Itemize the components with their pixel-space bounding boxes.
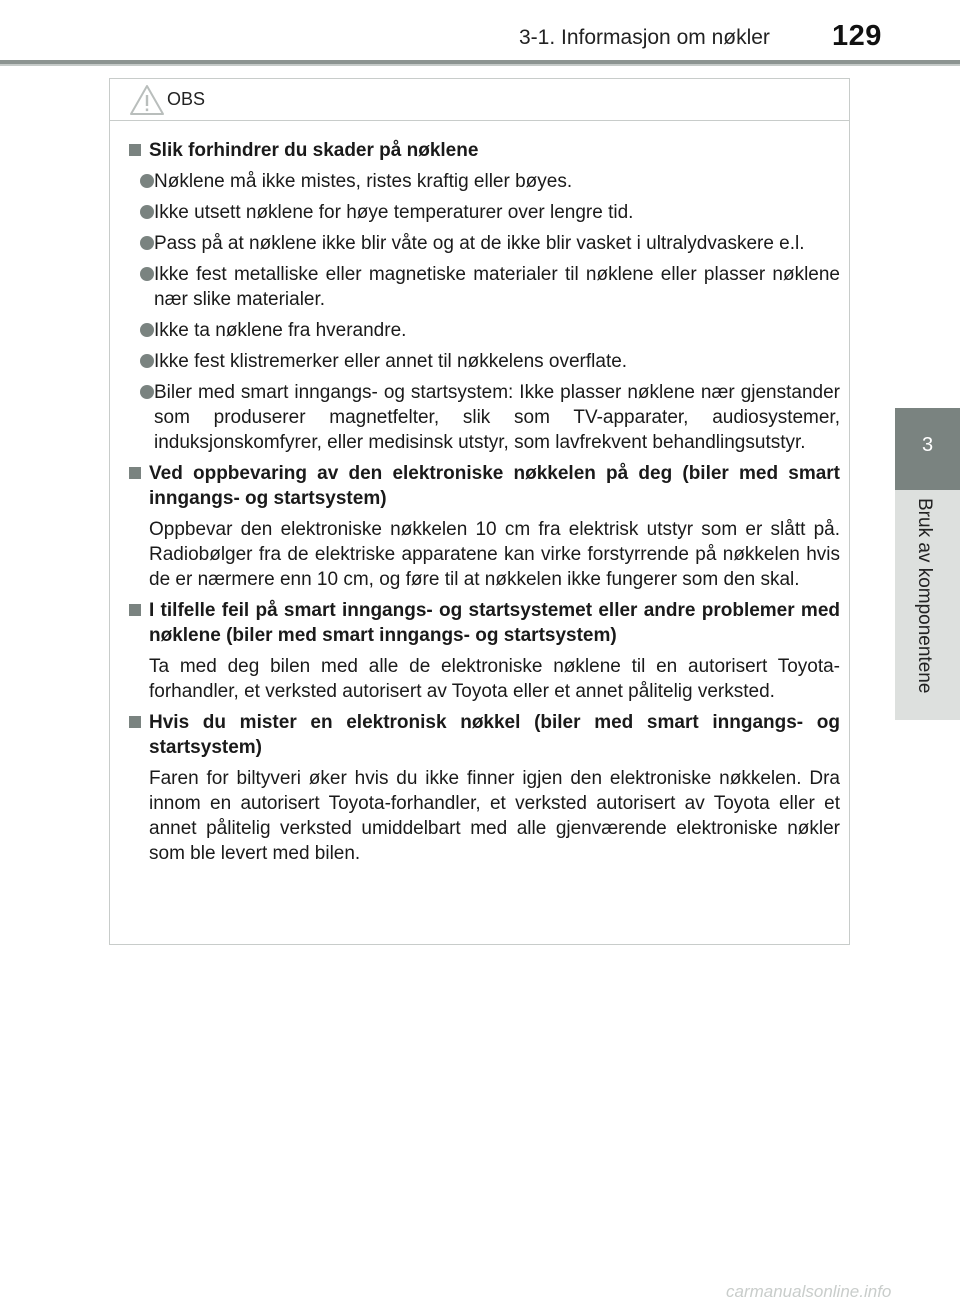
page-header — [0, 0, 960, 70]
chapter-tab — [895, 408, 960, 490]
caution-header — [110, 79, 849, 121]
circle-bullet-icon — [140, 323, 154, 337]
section-text: Oppbevar den elektroniske nøkkelen 10 cm fra elektrisk utstyr som er slått på. Radiobølger fra de elektriske apparatene kan virke forstyrrende på nøkkelen hvis de er nærmere enn 10 cm, og føre til at nøkkelen ikke fungerer som den skal. — [149, 519, 840, 590]
list-item: Nøklene må ikke mistes, ristes kraftig eller bøyes. — [127, 169, 840, 194]
list-item: Biler med smart inngangs- og startsystem: Ikke plasser nøklene nær gjenstander som produserer magnetfelter, slik som TV-apparater, audiosystemer, induksjonskomfyrer, eller medisinsk utstyr, som lavfrekvent behandlingsutstyr. — [127, 380, 840, 455]
caution-label: OBS — [167, 89, 206, 109]
list-item: Ikke fest klistremerker eller annet til nøkkelens overflate. — [127, 349, 840, 374]
circle-bullet-icon — [140, 174, 154, 188]
header-rule-shadow — [0, 64, 960, 66]
chapter-title: Bruk av komponentene — [914, 498, 935, 694]
list-item: Pass på at nøklene ikke blir våte og at de ikke blir vasket i ultralydvaskere e.l. — [127, 231, 840, 256]
circle-bullet-icon — [140, 205, 154, 219]
circle-bullet-icon — [140, 236, 154, 250]
circle-bullet-icon — [140, 267, 154, 281]
list-item: Ikke fest metalliske eller magnetiske materialer til nøklene eller plasser nøklene nær slike materialer. — [127, 262, 840, 312]
circle-bullet-icon — [140, 385, 154, 399]
square-bullet-icon — [129, 604, 141, 616]
section-title: 3-1. Informasjon om nøkler — [519, 26, 770, 49]
section-heading: Hvis du mister en elektronisk nøkkel (biler med smart inngangs- og startsystem) — [127, 710, 840, 760]
chapter-strip — [895, 490, 960, 720]
warning-icon — [129, 84, 165, 116]
caution-box — [109, 78, 850, 945]
section-text: Ta med deg bilen med alle de elektroniske nøklene til en autorisert Toyota-forhandler, et verksted autorisert av Toyota eller et annet pålitelig verksted. — [149, 656, 840, 702]
circle-bullet-icon — [140, 354, 154, 368]
caution-body — [110, 121, 849, 866]
list-item: Ikke utsett nøklene for høye temperaturer over lengre tid. — [127, 200, 840, 225]
section-heading: Ved oppbevaring av den elektroniske nøkkelen på deg (biler med smart inngangs- og startsystem) — [127, 461, 840, 511]
list-item: Ikke ta nøklene fra hverandre. — [127, 318, 840, 343]
section-heading: Slik forhindrer du skader på nøklene — [127, 138, 840, 163]
square-bullet-icon — [129, 716, 141, 728]
watermark: carmanualsonline.info — [726, 1282, 892, 1301]
page-number: 129 — [832, 20, 882, 52]
chapter-number: 3 — [921, 434, 934, 456]
square-bullet-icon — [129, 467, 141, 479]
section-text: Faren for biltyveri øker hvis du ikke finner igjen den elektroniske nøkkelen. Dra innom en autorisert Toyota-forhandler, et verksted autorisert av Toyota eller et annet pålitelig verksted umiddelbart med alle gjenværende elektroniske nøkler som ble levert med bilen. — [149, 768, 840, 864]
square-bullet-icon — [129, 144, 141, 156]
section-heading: I tilfelle feil på smart inngangs- og startsystemet eller andre problemer med nøklene (biler med smart inngangs- og startsystem) — [127, 598, 840, 648]
